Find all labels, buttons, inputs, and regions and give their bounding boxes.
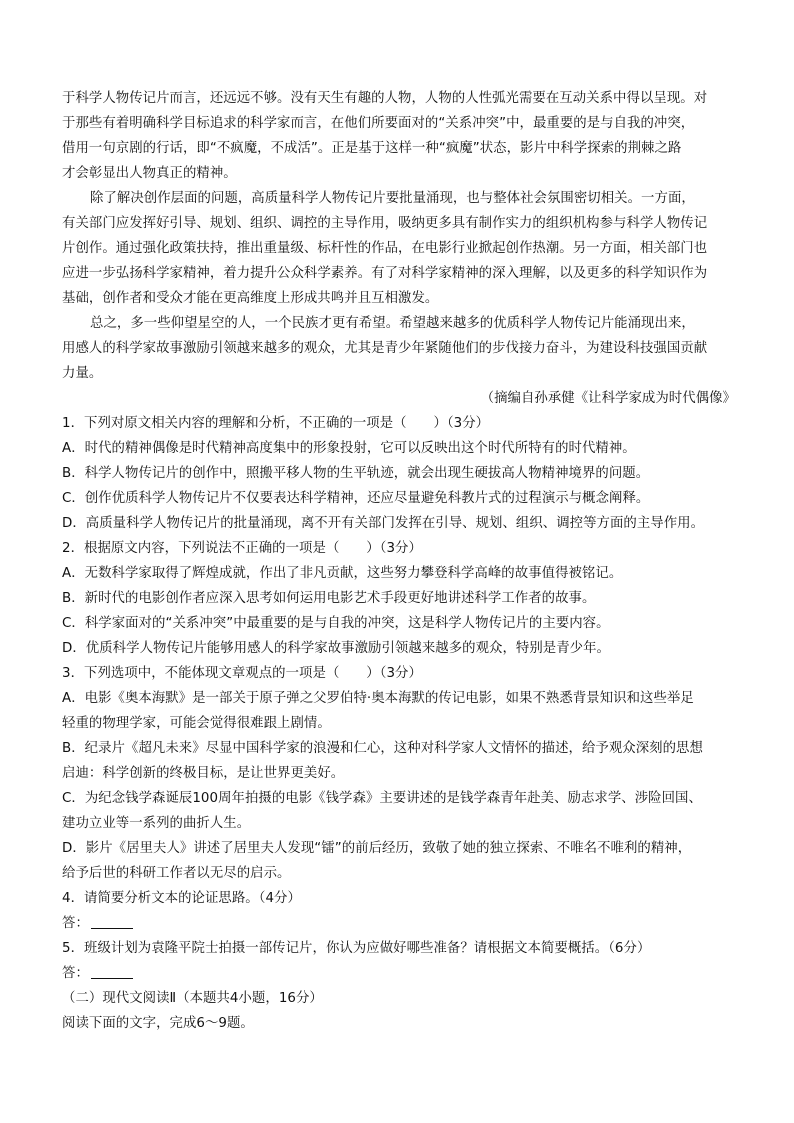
question-3-stem: 3．下列选项中，不能体现文章观点的一项是（ ）（3分） — [62, 666, 422, 681]
question-3-option-b-cont: 启迪：科学创新的终极目标，是让世界更美好。 — [62, 766, 345, 781]
section-heading: （二）现代文阅读Ⅱ（本题共4小题，16分） — [62, 991, 323, 1006]
answer-label: 答： — [62, 966, 89, 981]
passage-line: 除了解决创作层面的问题，高质量科学人物传记片要批量涌现，也与整体社会氛围密切相关。一方面， — [90, 191, 695, 206]
question-3-option-c: C．为纪念钱学森诞辰100周年拍摄的电影《钱学森》主要讲述的是钱学森青年赴美、励志求学、涉险回国、 — [62, 791, 702, 806]
question-3-option-a-cont: 轻重的物理学家，可能会觉得很难跟上剧情。 — [62, 716, 331, 731]
question-4-stem: 4．请简要分析文本的论证思路。（4分） — [62, 891, 301, 906]
question-5-answer — [62, 961, 738, 986]
passage-line: 应进一步弘扬科学家精神，着力提升公众科学素养。有了对科学家精神的深入理解，以及更多的科学知识作为 — [62, 266, 708, 281]
answer-blank[interactable] — [91, 964, 133, 979]
passage-line: 片创作。通过强化政策扶持，推出重量级、标杆性的作品，在电影行业掀起创作热潮。另一方面，相关部门也 — [62, 241, 708, 256]
question-2-stem: 2．根据原文内容，下列说法不正确的一项是（ ）（3分） — [62, 541, 422, 556]
passage-line: 借用一句京剧的行话，即“不疯魔，不成活”。正是基于这样一种“疯魔”状态，影片中科学探索的荆棘之路 — [62, 141, 682, 156]
question-2-option-a: A．无数科学家取得了辉煌成就，作出了非凡贡献，这些努力攀登科学高峰的故事值得被铭记。 — [62, 566, 623, 581]
question-1-stem: 1．下列对原文相关内容的理解和分析，不正确的一项是（ ）（3分） — [62, 416, 490, 431]
question-5-stem: 5．班级计划为袁隆平院士拍摄一部传记片，你认为应做好哪些准备？请根据文本简要概括。（6分） — [62, 941, 651, 956]
question-1-option-d: D．高质量科学人物传记片的批量涌现，离不开有关部门发挥在引导、规划、组织、调控等方面的主导作用。 — [62, 516, 705, 531]
passage-line: 力量。 — [62, 366, 103, 381]
passage-line: 基础，创作者和受众才能在更高维度上形成共鸣并且互相激发。 — [62, 291, 439, 306]
question-1-option-c: C．创作优质科学人物传记片不仅要表达科学精神，还应尽量避免科教片式的过程演示与概念阐释。 — [62, 491, 650, 506]
question-3-option-d-cont: 给予后世的科研工作者以无尽的启示。 — [62, 866, 291, 881]
question-3-option-b: B．纪录片《超凡未来》尽显中国科学家的浪漫和仁心，这种对科学家人文情怀的描述，给予观众深刻的思想 — [62, 741, 703, 756]
question-2-option-c: C．科学家面对的“关系冲突”中最重要的是与自我的冲突，这是科学人物传记片的主要内容。 — [62, 616, 610, 631]
question-1-option-b: B．科学人物传记片的创作中，照搬平移人物的生平轨迹，就会出现生硬拔高人物精神境界的问题。 — [62, 466, 650, 481]
passage-line: 于科学人物传记片而言，还远远不够。没有天生有趣的人物，人物的人性弧光需要在互动关系中得以呈现。对 — [62, 91, 708, 106]
passage-line: 才会彰显出人物真正的精神。 — [62, 166, 237, 181]
question-3-option-a: A．电影《奥本海默》是一部关于原子弹之父罗伯特·奥本海默的传记电影，如果不熟悉背景知识和这些举足 — [62, 691, 694, 706]
passage-line: 用感人的科学家故事激励引领越来越多的观众，尤其是青少年紧随他们的步伐接力奋斗，为建设科技强国贡献 — [62, 341, 708, 356]
question-3-option-c-cont: 建功立业等一系列的曲折人生。 — [62, 816, 251, 831]
passage-line: 于那些有着明确科学目标追求的科学家而言，在他们所要面对的“关系冲突”中，最重要的是与自我的冲突， — [62, 116, 695, 131]
answer-label: 答： — [62, 916, 89, 931]
passage-line: 有关部门应发挥好引导、规划、组织、调控的主导作用，吸纳更多具有制作实力的组织机构参与科学人物传记 — [62, 216, 708, 231]
question-4-answer — [62, 911, 738, 936]
answer-blank[interactable] — [91, 914, 133, 929]
exam-page — [62, 86, 738, 1036]
question-2-option-b: B．新时代的电影创作者应深入思考如何运用电影艺术手段更好地讲述科学工作者的故事。 — [62, 591, 596, 606]
source-citation: （摘编自孙承健《让科学家成为时代偶像》 — [480, 391, 736, 406]
passage-line: 总之，多一些仰望星空的人，一个民族才更有希望。希望越来越多的优质科学人物传记片能涌现出来， — [90, 316, 695, 331]
question-3-option-d: D．影片《居里夫人》讲述了居里夫人发现“镭”的前后经历，致敬了她的独立探索、不唯名不唯利的精神， — [62, 841, 692, 856]
question-2-option-d: D．优质科学人物传记片能够用感人的科学家故事激励引领越来越多的观众，特别是青少年。 — [62, 641, 610, 656]
reading-instruction: 阅读下面的文字，完成6～9题。 — [62, 1016, 254, 1031]
question-1-option-a: A．时代的精神偶像是时代精神高度集中的形象投射，它可以反映出这个时代所特有的时代精神。 — [62, 441, 636, 456]
